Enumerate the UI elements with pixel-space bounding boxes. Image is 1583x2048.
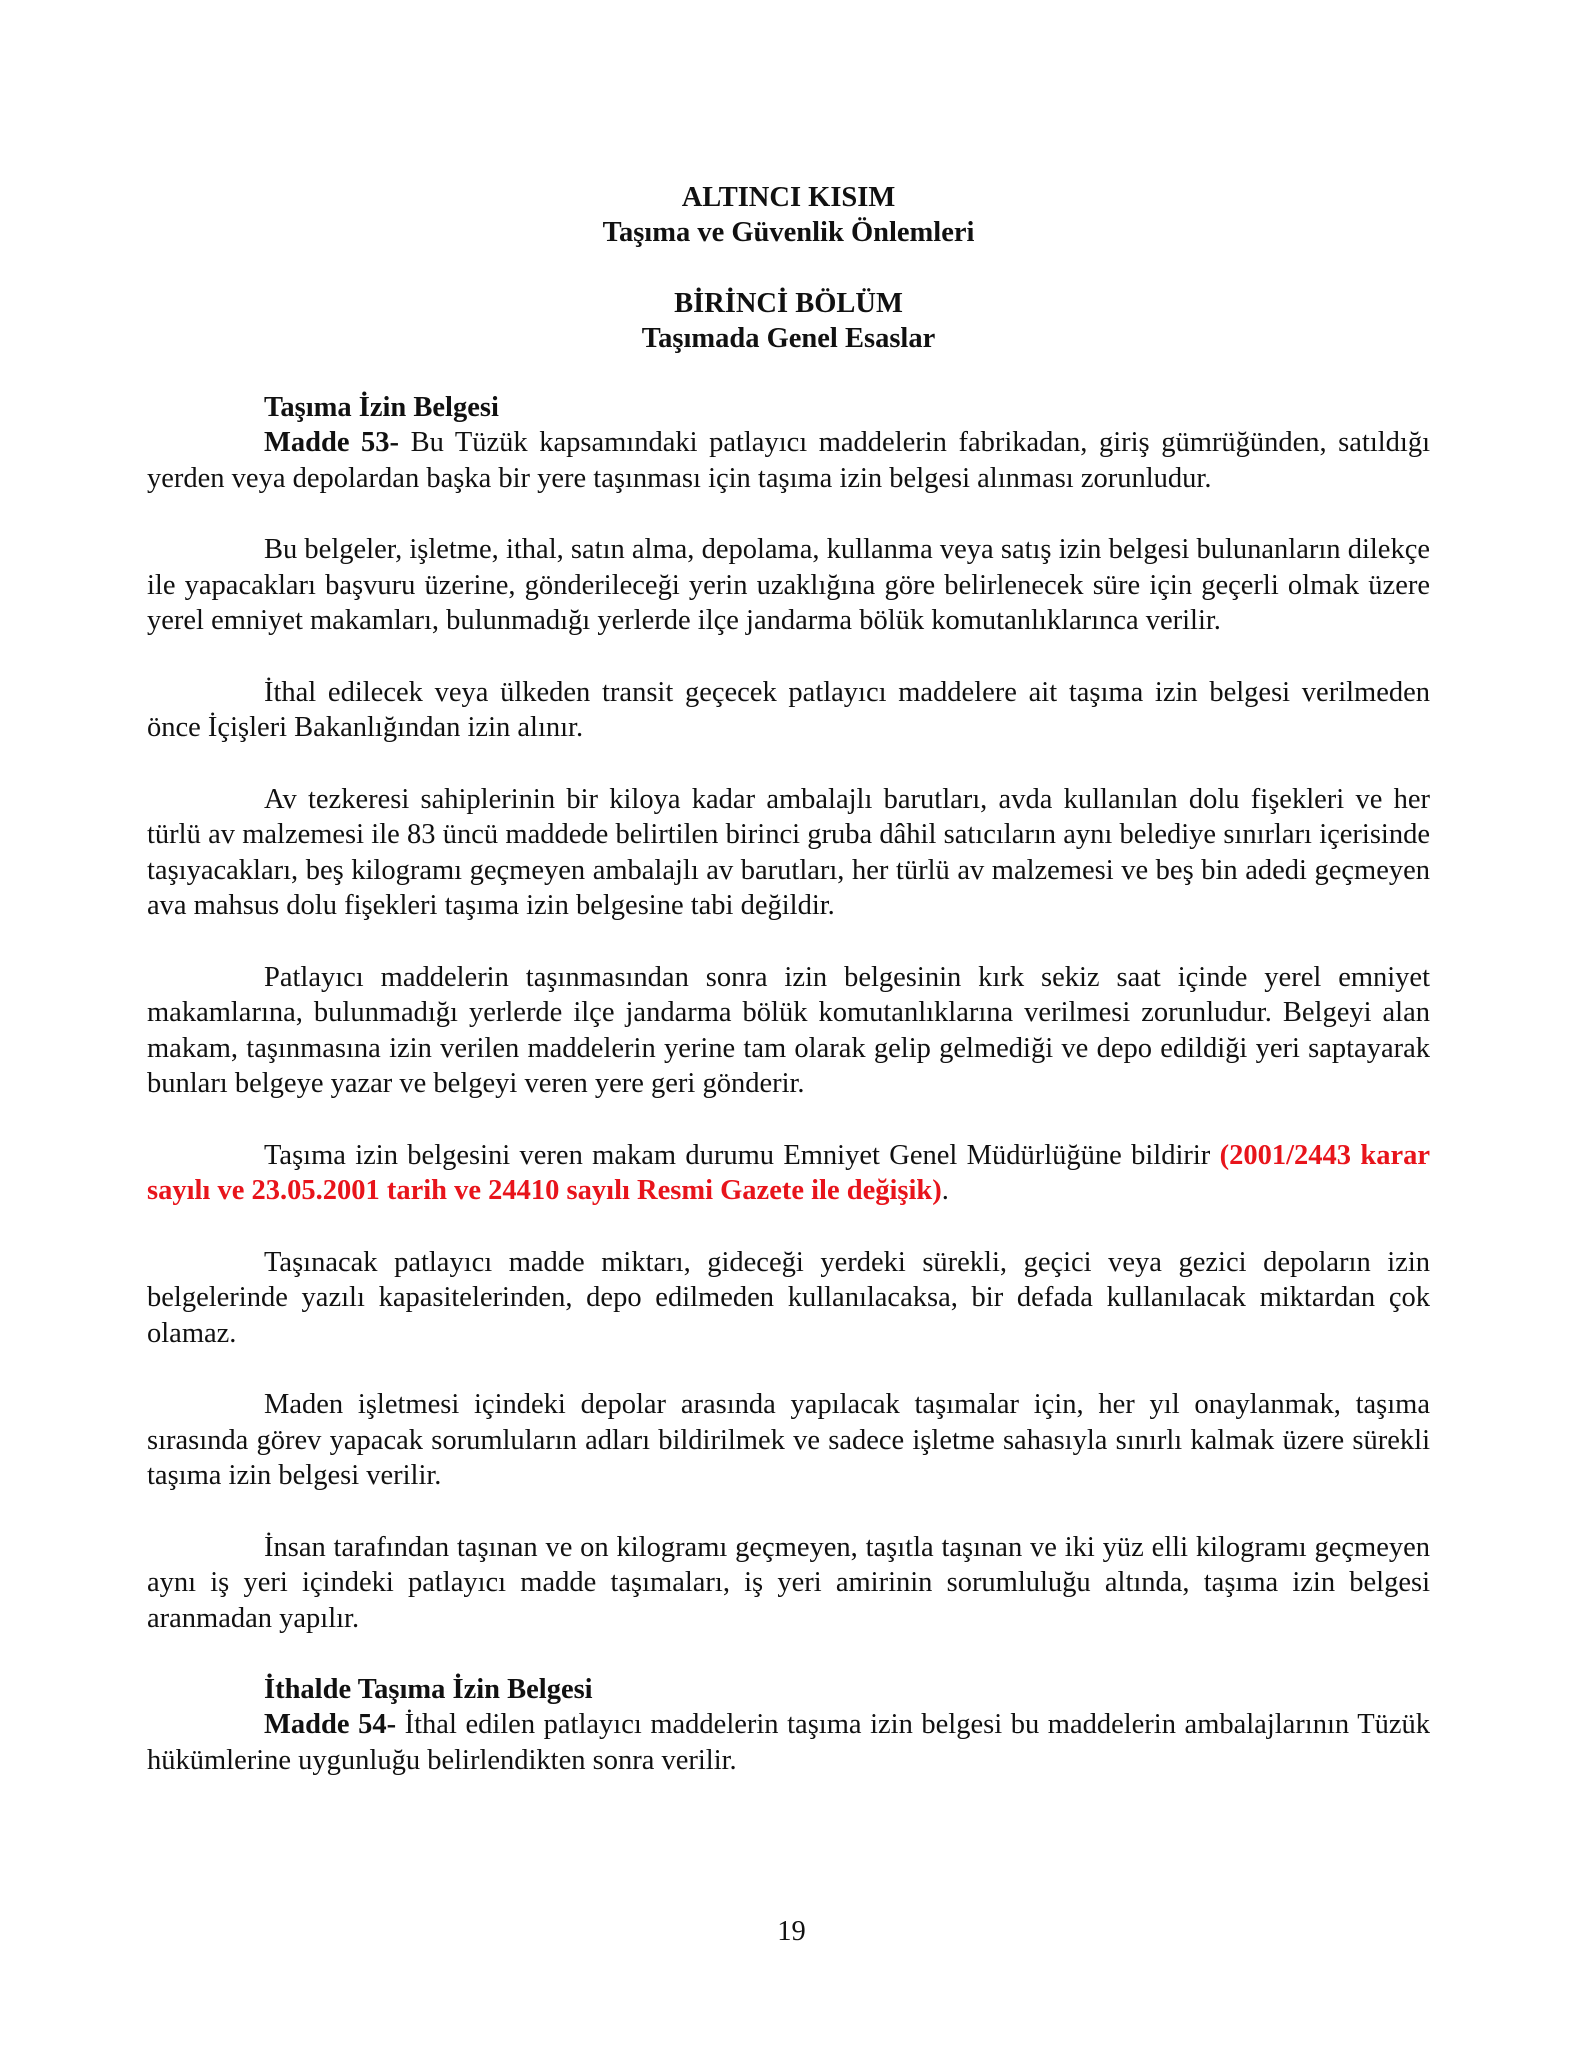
amendment-note: (2001/2443 karar sayılı ve 23.05.2001 tarih ve 24410 sayılı Resmi Gazete ile değişik) xyxy=(147,1139,1431,1206)
article-paragraph: Av tezkeresi sahiplerinin bir kiloya kadar ambalajlı barutları, avda kullanılan dolu fişekleri ve her türlü av malzemesi ile 83 üncü maddede belirtilen birinci gruba dâhil satıcıların aynı belediye sınırları içerisinde taşıyacakları, beş kilogramı geçmeyen ambalajlı av barutları, her türlü av malzemesi ve beş bin adedi geçmeyen ava mahsus dolu fişekleri taşıma izin belgesine tabi değildir. xyxy=(147,783,1430,921)
part-title: ALTINCI KISIM xyxy=(681,182,896,213)
amended-paragraph-suffix: . xyxy=(941,1175,949,1206)
article-paragraph: Maden işletmesi içindeki depolar arasında yapılacak taşımalar için, her yıl onaylanmak, taşıma sırasında görev yapacak sorumluların adları bildirilmek ve sadece işletme sahasıyla sınırlı kalmak üzere sürekli taşıma izin belgesi verilir. xyxy=(147,1389,1430,1491)
article-paragraph xyxy=(147,1707,1430,1778)
part-subtitle: Taşıma ve Güvenlik Önlemleri xyxy=(602,217,975,248)
article-label: Madde 53- xyxy=(264,427,400,458)
article-paragraph: Patlayıcı maddelerin taşınmasından sonra izin belgesinin kırk sekiz saat içinde yerel emniyet makamlarına, bulunmadığı yerlerde ilçe jandarma bölük komutanlıklarına verilmesi zorunludur. Belgeyi alan makam, taşınmasına izin verilen maddelerin yerine tam olarak gelip gelmediği ve depo edildiği yeri saptayarak bunları belgeye yazar ve belgeyi veren yere geri gönderir. xyxy=(147,961,1430,1099)
article-paragraph: Bu belgeler, işletme, ithal, satın alma, depolama, kullanma veya satış izin belgesi bulunanların dilekçe ile yapacakları başvuru üzerine, gönderileceği yerin uzaklığına göre belirlenecek süre için geçerli olmak üzere yerel emniyet makamları, bulunmadığı yerlerde ilçe jandarma bölük komutanlıklarınca verilir. xyxy=(147,534,1430,636)
article-54 xyxy=(147,1672,1430,1778)
chapter-heading xyxy=(147,286,1430,356)
chapter-subtitle: Taşımada Genel Esaslar xyxy=(641,323,936,354)
article-53 xyxy=(147,390,1430,1636)
article-paragraph: İthal edilecek veya ülkeden transit geçecek patlayıcı maddelere ait taşıma izin belgesi verilmeden önce İçişleri Bakanlığından izin alınır. xyxy=(147,676,1430,743)
article-text: Bu Tüzük kapsamındaki patlayıcı maddelerin fabrikadan, giriş gümrüğünden, satıldığı yerden veya depolardan başka bir yere taşınması için taşıma izin belgesi alınması zorunludur. xyxy=(147,427,1430,494)
article-heading: Taşıma İzin Belgesi xyxy=(264,392,499,423)
article-paragraph xyxy=(147,425,1430,496)
chapter-title: BİRİNCİ BÖLÜM xyxy=(674,288,903,319)
page-number: 19 xyxy=(777,1916,806,1947)
article-paragraph: Taşınacak patlayıcı madde miktarı, gideceği yerdeki sürekli, geçici veya gezici depoların izin belgelerinde yazılı kapasitelerinden, depo edilmeden kullanılacaksa, bir defada kullanılacak miktardan çok olamaz. xyxy=(147,1246,1430,1349)
document-page xyxy=(147,180,1430,1814)
article-text: İthal edilen patlayıcı maddelerin taşıma izin belgesi bu maddelerin ambalajlarının Tüzük hükümlerine uygunluğu belirlendikten sonra verilir. xyxy=(147,1709,1431,1776)
article-paragraph: İnsan tarafından taşınan ve on kilogramı geçmeyen, taşıtla taşınan ve iki yüz elli kilogramı geçmeyen aynı iş yeri içindeki patlayıcı madde taşımaları, iş yeri amirinin sorumluluğu altında, taşıma izin belgesi aranmadan yapılır. xyxy=(147,1531,1430,1634)
part-heading xyxy=(147,180,1430,250)
amended-paragraph xyxy=(147,1138,1430,1209)
article-heading: İthalde Taşıma İzin Belgesi xyxy=(264,1674,593,1705)
amended-paragraph-text: Taşıma izin belgesini veren makam durumu Emniyet Genel Müdürlüğüne bildirir xyxy=(264,1139,1220,1171)
article-label: Madde 54- xyxy=(264,1709,397,1740)
